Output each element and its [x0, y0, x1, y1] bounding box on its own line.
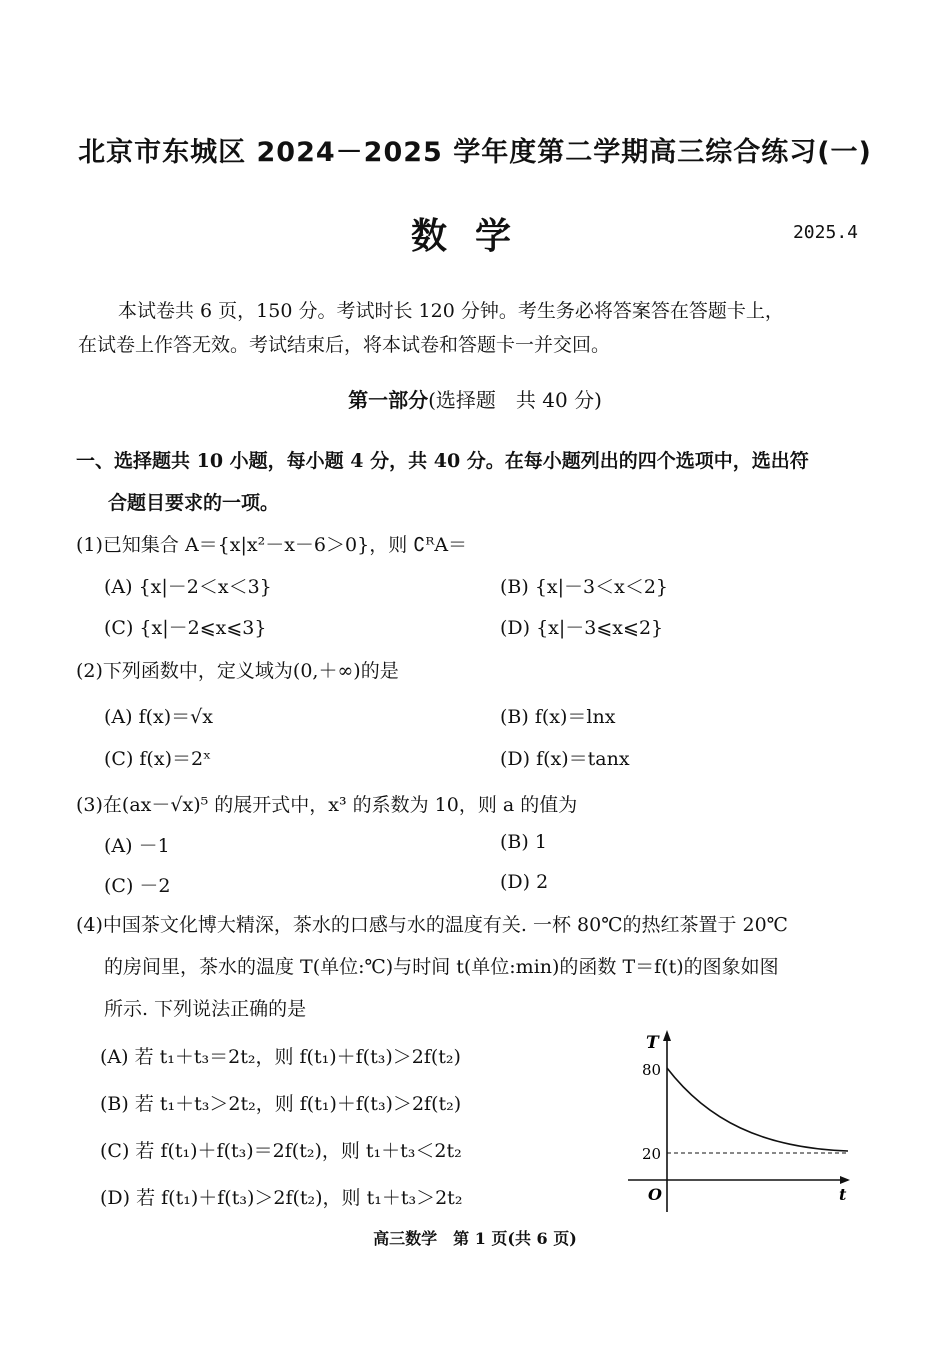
section-heading-line-1: 一、选择题共 10 小题，每小题 4 分，共 40 分。在每小题列出的四个选项中，选出符: [76, 450, 809, 472]
question-4-option-d: (D) 若 f(t₁)＋f(t₃)＞2f(t₂)，则 t₁＋t₃＞2t₂: [100, 1187, 463, 1209]
question-3-option-b: (B) 1: [500, 831, 547, 853]
question-3-option-c: (C) －2: [104, 875, 171, 897]
exam-title: 北京市东城区 2024－2025 学年度第二学期高三综合练习(一): [78, 137, 872, 168]
question-1-option-c: (C) {x|－2⩽x⩽3}: [104, 617, 267, 639]
section-heading-line-2: 合题目要求的一项。: [108, 492, 280, 514]
instructions-line-2: 在试卷上作答无效。考试结束后，将本试卷和答题卡一并交回。: [78, 334, 611, 356]
exam-date: 2025.4: [792, 222, 858, 243]
part-heading: [0, 384, 950, 413]
part-note: (选择题 共 40 分): [428, 388, 602, 412]
question-3-stem: (3)在(ax－√x)⁵ 的展开式中，x³ 的系数为 10，则 a 的值为: [76, 794, 578, 816]
question-4-option-b: (B) 若 t₁＋t₃＞2t₂，则 f(t₁)＋f(t₃)＞2f(t₂): [100, 1093, 462, 1115]
question-4-option-a: (A) 若 t₁＋t₃＝2t₂，则 f(t₁)＋f(t₃)＞2f(t₂): [100, 1046, 461, 1068]
part-title: 第一部分: [348, 388, 429, 412]
question-1-option-b: (B) {x|－3＜x＜2}: [500, 576, 669, 598]
question-2-stem: (2)下列函数中，定义域为(0,＋∞)的是: [76, 660, 399, 682]
question-2-option-a: (A) f(x)＝√x: [104, 706, 213, 728]
question-4-stem-line-1: (4)中国茶文化博大精深，茶水的口感与水的温度有关. 一杯 80℃的热红茶置于 20℃: [76, 914, 788, 936]
question-4-stem-line-3: 所示. 下列说法正确的是: [104, 998, 307, 1020]
y-tick-20: 20: [642, 1145, 662, 1163]
origin-label: O: [648, 1185, 662, 1204]
x-axis-arrow-icon: [840, 1176, 850, 1184]
question-4-option-c: (C) 若 f(t₁)＋f(t₃)＝2f(t₂)，则 t₁＋t₃＜2t₂: [100, 1140, 462, 1162]
page-footer: 高三数学 第 1 页(共 6 页): [373, 1229, 577, 1248]
y-tick-80: 80: [642, 1061, 662, 1079]
question-3-option-d: (D) 2: [500, 871, 549, 893]
y-axis-arrow-icon: [663, 1030, 671, 1041]
instructions-line-1: 本试卷共 6 页，150 分。考试时长 120 分钟。考生务必将答案答在答题卡上，: [118, 300, 784, 322]
subject-title: 数学: [410, 216, 539, 257]
question-1-option-d: (D) {x|－3⩽x⩽2}: [500, 617, 664, 639]
question-2-option-b: (B) f(x)＝lnx: [500, 706, 616, 728]
x-axis-label: t: [839, 1185, 847, 1204]
question-4-stem-line-2: 的房间里，茶水的温度 T(单位:℃)与时间 t(单位:min)的函数 T＝f(t)的图象如图: [104, 956, 779, 978]
question-2-option-d: (D) f(x)＝tanx: [500, 748, 630, 770]
temperature-graph: [622, 1024, 858, 1214]
question-2-option-c: (C) f(x)＝2ˣ: [104, 748, 212, 770]
y-axis-label: T: [646, 1033, 659, 1053]
question-1-stem: (1)已知集合 A＝{x|x²－x－6＞0}，则 ∁ᴿA＝: [76, 534, 468, 556]
question-3-option-a: (A) －1: [104, 835, 170, 857]
cooling-curve: [667, 1068, 848, 1151]
question-1-option-a: (A) {x|－2＜x＜3}: [104, 576, 272, 598]
